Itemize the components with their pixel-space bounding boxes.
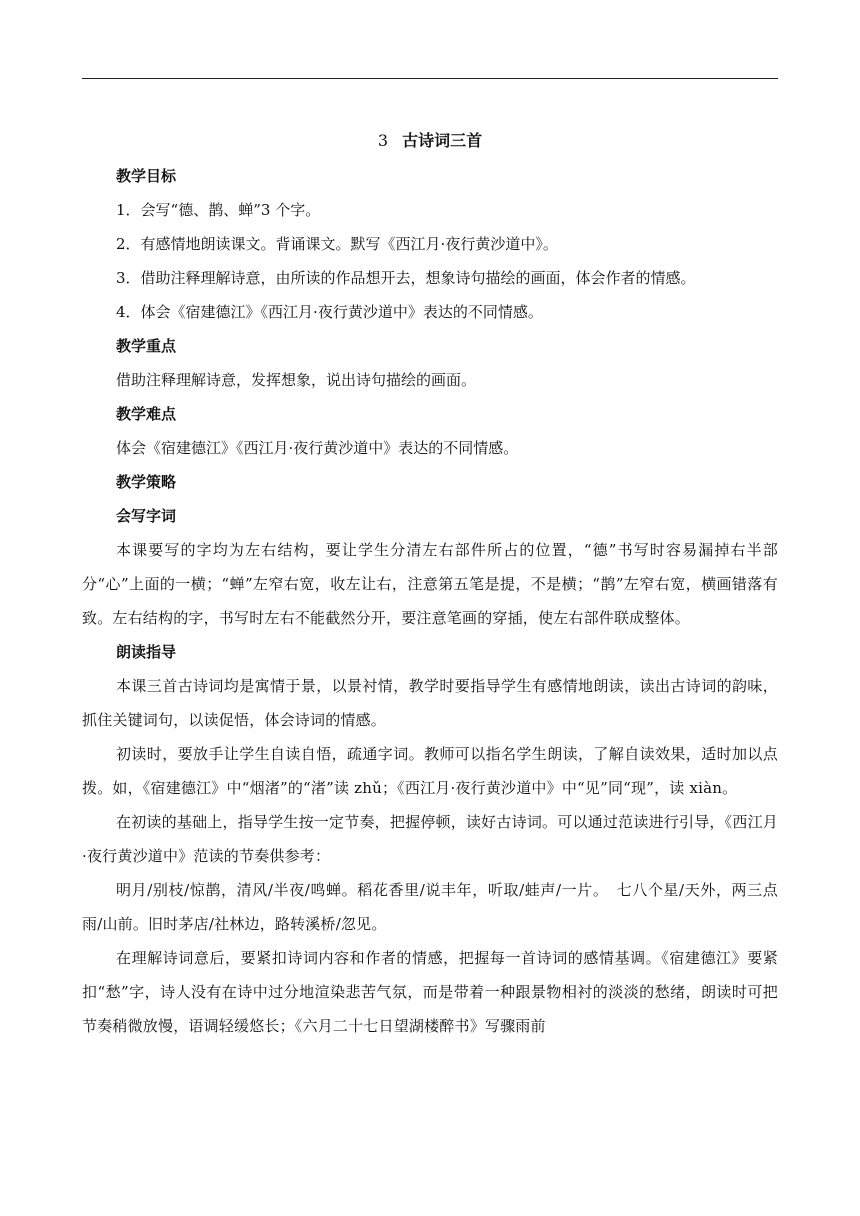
reading-paragraph: 在理解诗词意后，要紧扣诗词内容和作者的情感，把握每一首诗词的感情基调。《宿建德江》要紧扣“愁”字，诗人没有在诗中过分地渲染悲苦气氛，而是带着一种跟景物相衬的淡淡的愁绪，朗读时可把节奏稍微放慢，语调轻缓悠长；《六月二十七日望湖楼醉书》写骤雨前 [82, 949, 778, 1035]
lesson-title [82, 126, 778, 156]
goals-heading: 教学目标 [116, 167, 177, 185]
difficulty-heading: 教学难点 [116, 405, 177, 423]
lesson-title-text: 古诗词三首 [402, 131, 483, 150]
reading-paragraph: 在初读的基础上，指导学生按一定节奏，把握停顿，读好古诗词。可以通过范读进行引导，《西江月·夜行黄沙道中》范读的节奏供参考： [82, 813, 778, 865]
reading-paragraph: 初读时，要放手让学生自读自悟，疏通字词。教师可以指名学生朗读，了解自读效果，适时加以点拨。如，《宿建德江》中“烟渚”的“渚”读 zhǔ；《西江月·夜行黄沙道中》中“见”同“现”，读 xiàn。 [82, 745, 778, 797]
writing-paragraph: 本课要写的字均为左右结构，要让学生分清左右部件所占的位置，“德”书写时容易漏掉右半部分“心”上面的一横；“蝉”左窄右宽，收左让右，注意第五笔是提，不是横；“鹊”左窄右宽，横画错落有致。左右结构的字，书写时左右不能截然分开，要注意笔画的穿插，使左右部件联成整体。 [82, 541, 778, 627]
reading-paragraph: 明月/别枝/惊鹊，清风/半夜/鸣蝉。稻花香里/说丰年，听取/蛙声/一片。 七八个星/天外，两三点雨/山前。旧时茅店/社林边，路转溪桥/忽见。 [82, 881, 778, 933]
strategy-heading: 教学策略 [116, 473, 177, 491]
key-points-heading: 教学重点 [116, 337, 177, 355]
document-body [82, 126, 778, 1043]
reading-paragraph: 本课三首古诗词均是寓情于景，以景衬情，教学时要指导学生有感情地朗读，读出古诗词的韵味，抓住关键词句，以读促悟，体会诗词的情感。 [82, 677, 778, 729]
difficulty-text: 体会《宿建德江》《西江月·夜行黄沙道中》表达的不同情感。 [116, 439, 519, 457]
header-rule [82, 78, 778, 79]
lesson-number: 3 [377, 131, 389, 150]
goal-item: 1．会写“德、鹊、蝉”3 个字。 [116, 201, 321, 219]
reading-heading: 朗读指导 [116, 643, 177, 661]
goal-item: 4．体会《宿建德江》《西江月·夜行黄沙道中》表达的不同情感。 [116, 303, 543, 321]
goal-item: 2．有感情地朗读课文。背诵课文。默写《西江月·夜行黄沙道中》。 [116, 235, 558, 253]
goal-item: 3．借助注释理解诗意，由所读的作品想开去，想象诗句描绘的画面，体会作者的情感。 [116, 269, 696, 287]
key-points-text: 借助注释理解诗意，发挥想象，说出诗句描绘的画面。 [116, 371, 477, 389]
writing-heading: 会写字词 [116, 507, 177, 525]
